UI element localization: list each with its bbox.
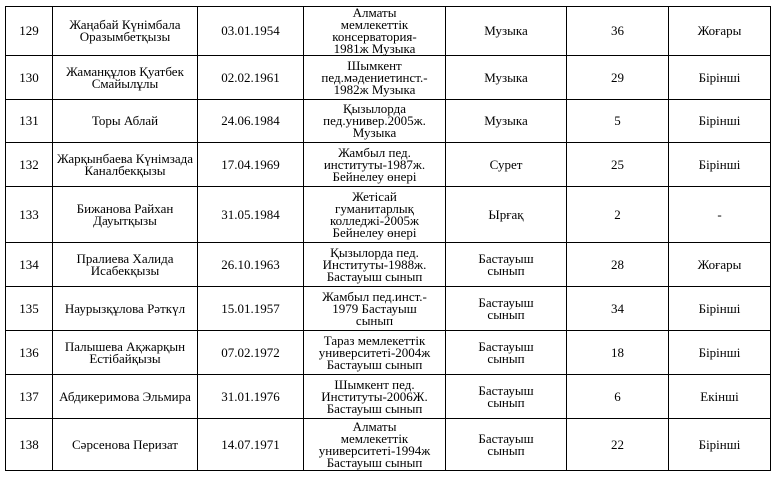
subject-line: Ырғақ <box>488 206 524 222</box>
education-line: Бастауыш сынып <box>326 454 423 470</box>
birth-date: 31.05.1984 <box>198 187 304 243</box>
experience-years: 36 <box>567 7 669 56</box>
table-row <box>6 243 771 287</box>
table-row <box>6 100 771 143</box>
subject <box>446 243 567 287</box>
subject-line: Бастауыш <box>478 294 534 310</box>
birth-date: 14.07.1971 <box>198 419 304 471</box>
table-row <box>6 56 771 100</box>
education <box>304 419 446 471</box>
education-line: Институты-2006Ж. <box>321 388 428 404</box>
education-line: Бейнелеу өнері <box>332 168 417 184</box>
education-line: Алматы <box>352 5 397 20</box>
row-number: 134 <box>6 243 53 287</box>
teacher-name-line: Оразымбетқызы <box>79 29 171 44</box>
teacher-name-line: Торы Аблай <box>91 113 159 128</box>
teacher-name-line: Палышева Ақжарқын <box>64 338 186 354</box>
subject-line: сынып <box>487 442 525 458</box>
teacher-name-line: Исабекқызы <box>90 262 160 278</box>
teacher-name-line: Смайылұлы <box>91 75 159 91</box>
teacher-name <box>53 375 198 419</box>
teacher-name-line: Дауытқызы <box>93 212 157 228</box>
experience-years: 25 <box>567 143 669 187</box>
education-line: институты-1987ж. <box>323 156 426 172</box>
education <box>304 56 446 100</box>
experience-years: 29 <box>567 56 669 100</box>
row-number: 133 <box>6 187 53 243</box>
education-line: Бастауыш сынып <box>326 356 423 372</box>
subject-line: Бастауыш <box>478 430 534 446</box>
teacher-name <box>53 56 198 100</box>
category: Бірінші <box>669 419 771 471</box>
subject-line: Сурет <box>489 156 523 172</box>
education-line: Институты-1988ж. <box>322 256 427 272</box>
subject-line: Бастауыш <box>478 382 534 398</box>
table-row <box>6 143 771 187</box>
row-number: 138 <box>6 419 53 471</box>
subject <box>446 331 567 375</box>
category: - <box>669 187 771 243</box>
subject-line: сынып <box>487 350 525 366</box>
teacher-name <box>53 100 198 143</box>
teacher-name-line: Жаңабай Күнімбала <box>69 17 181 32</box>
row-number: 132 <box>6 143 53 187</box>
teacher-name-line: Бижанова Райхан <box>76 200 174 216</box>
staff-table-body <box>6 7 771 471</box>
experience-years: 34 <box>567 287 669 331</box>
education <box>304 187 446 243</box>
education-line: 1981ж Музыка <box>333 41 416 56</box>
education <box>304 100 446 143</box>
education-line: Жетісай <box>352 188 397 204</box>
subject-line: Музыка <box>484 23 528 38</box>
teacher-name-line: Наурызқұлова Рәткүл <box>64 300 186 316</box>
education-line: Шымкент <box>347 57 402 73</box>
teacher-name <box>53 331 198 375</box>
subject-line: сынып <box>487 394 525 410</box>
subject-line: Бастауыш <box>478 338 534 354</box>
birth-date: 31.01.1976 <box>198 375 304 419</box>
education-line: сынып <box>355 312 394 328</box>
experience-years: 5 <box>567 100 669 143</box>
subject <box>446 375 567 419</box>
category: Бірінші <box>669 56 771 100</box>
teacher-name <box>53 187 198 243</box>
education <box>304 375 446 419</box>
education-line: мемлекеттік <box>340 17 409 32</box>
category: Бірінші <box>669 331 771 375</box>
teacher-name <box>53 243 198 287</box>
staff-table <box>5 6 771 471</box>
education-line: гуманитарлық <box>335 200 414 216</box>
teacher-name-line: Жаманқұлов Қуатбек <box>66 63 184 79</box>
education <box>304 143 446 187</box>
birth-date: 26.10.1963 <box>198 243 304 287</box>
experience-years: 6 <box>567 375 669 419</box>
birth-date: 15.01.1957 <box>198 287 304 331</box>
education <box>304 243 446 287</box>
education-line: колледжі-2005ж <box>329 212 420 228</box>
row-number: 136 <box>6 331 53 375</box>
teacher-name <box>53 419 198 471</box>
table-row <box>6 419 771 471</box>
education-line: Шымкент пед. <box>334 376 415 392</box>
teacher-name-line: Пралиева Халида <box>76 250 174 266</box>
subject <box>446 419 567 471</box>
teacher-name <box>53 7 198 56</box>
experience-years: 2 <box>567 187 669 243</box>
table-row <box>6 287 771 331</box>
teacher-name-line: Сәрсенова Перизат <box>72 436 178 452</box>
teacher-name-line: Абдикеримова Эльмира <box>59 388 191 404</box>
category: Бірінші <box>669 287 771 331</box>
subject-line: сынып <box>487 306 525 322</box>
category: Бірінші <box>669 143 771 187</box>
row-number: 135 <box>6 287 53 331</box>
education-line: Тараз мемлекеттік <box>323 332 426 348</box>
education <box>304 331 446 375</box>
education-line: Қызылорда пед. <box>330 244 419 260</box>
teacher-name-line: Жарқынбаева Күнімзада <box>57 150 193 166</box>
experience-years: 28 <box>567 243 669 287</box>
education-line: Жамбыл пед.инст.- <box>322 288 427 304</box>
row-number: 137 <box>6 375 53 419</box>
experience-years: 18 <box>567 331 669 375</box>
subject-line: Музыка <box>484 69 528 85</box>
row-number: 129 <box>6 7 53 56</box>
table-row <box>6 375 771 419</box>
education-line: мемлекеттік <box>340 430 409 446</box>
table-row <box>6 187 771 243</box>
row-number: 131 <box>6 100 53 143</box>
subject <box>446 56 567 100</box>
subject <box>446 143 567 187</box>
education <box>304 287 446 331</box>
subject <box>446 287 567 331</box>
subject <box>446 100 567 143</box>
education-line: пед.мәдениетинст.- <box>321 69 428 85</box>
education-line: Бейнелеу өнері <box>332 224 417 240</box>
table-row <box>6 331 771 375</box>
experience-years: 22 <box>567 419 669 471</box>
education-line: Бастауыш сынып <box>326 400 423 416</box>
subject-line: сынып <box>487 262 525 278</box>
category: Екінші <box>669 375 771 419</box>
education-line: университеті-1994ж <box>318 442 431 458</box>
education-line: пед.универ.2005ж. <box>323 113 426 128</box>
category: Жоғары <box>669 7 771 56</box>
birth-date: 03.01.1954 <box>198 7 304 56</box>
education <box>304 7 446 56</box>
birth-date: 07.02.1972 <box>198 331 304 375</box>
category: Бірінші <box>669 100 771 143</box>
education-line: 1982ж Музыка <box>333 81 416 97</box>
subject <box>446 187 567 243</box>
teacher-name-line: Каналбекқызы <box>84 162 166 178</box>
education-line: Қызылорда <box>343 101 406 116</box>
category: Жоғары <box>669 243 771 287</box>
education-line: Алматы <box>352 418 397 434</box>
subject-line: Бастауыш <box>478 250 534 266</box>
subject-line: Музыка <box>484 113 528 128</box>
education-line: 1979 Бастауыш <box>332 300 417 316</box>
birth-date: 24.06.1984 <box>198 100 304 143</box>
education-line: университеті-2004ж <box>318 344 431 360</box>
table-row <box>6 7 771 56</box>
teacher-name <box>53 143 198 187</box>
birth-date: 17.04.1969 <box>198 143 304 187</box>
teacher-name-line: Естібайқызы <box>89 350 161 366</box>
education-line: Бастауыш сынып <box>326 268 423 284</box>
education-line: Музыка <box>352 125 397 140</box>
row-number: 130 <box>6 56 53 100</box>
subject <box>446 7 567 56</box>
education-line: Жамбыл пед. <box>338 144 411 160</box>
education-line: консерватория- <box>332 29 417 44</box>
teacher-name <box>53 287 198 331</box>
birth-date: 02.02.1961 <box>198 56 304 100</box>
